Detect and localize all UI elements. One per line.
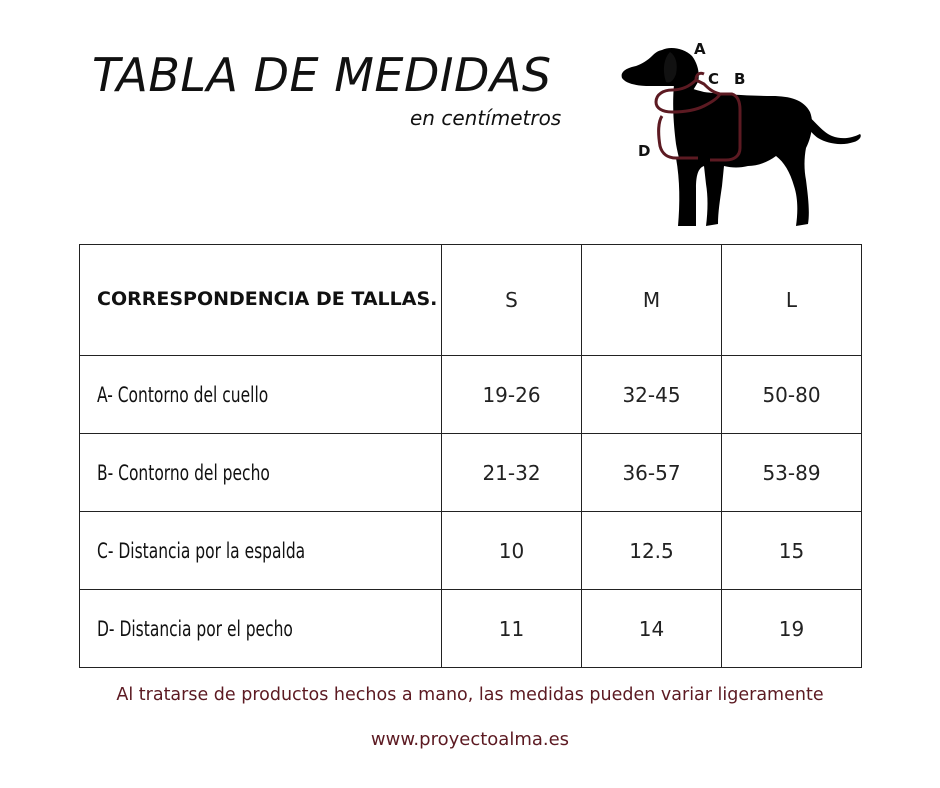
website-link[interactable]: www.proyectoalma.es <box>370 729 570 750</box>
page-title: TABLA DE MEDIDAS <box>92 48 552 102</box>
label-b: B <box>734 70 746 88</box>
table-cell: 32-45 <box>582 356 722 434</box>
handmade-disclaimer: Al tratarse de productos hechos a mano, las medidas pueden variar ligeramente <box>116 685 824 705</box>
row-label <box>80 356 442 434</box>
table-cell: 12.5 <box>582 512 722 590</box>
table-cell: 21-32 <box>442 434 582 512</box>
table-cell: 11 <box>442 590 582 668</box>
table-cell: 50-80 <box>722 356 862 434</box>
row-label-text: C- Distancia por la espalda <box>97 538 306 563</box>
row-label <box>80 434 442 512</box>
row-label-text: D- Distancia por el pecho <box>97 616 293 641</box>
label-c: C <box>708 70 720 88</box>
table-cell: 10 <box>442 512 582 590</box>
table-row <box>80 434 862 512</box>
table-header-row <box>80 245 862 356</box>
label-a: A <box>694 40 706 58</box>
table-cell: 19 <box>722 590 862 668</box>
table-cell: 36-57 <box>582 434 722 512</box>
table-cell: 53-89 <box>722 434 862 512</box>
page-subtitle: en centímetros <box>410 106 562 130</box>
table-row <box>80 512 862 590</box>
size-header-l: L <box>722 245 862 356</box>
row-label-text: A- Contorno del cuello <box>97 382 269 407</box>
size-header-s: S <box>442 245 582 356</box>
size-table <box>79 244 862 668</box>
size-header-m: M <box>582 245 722 356</box>
table-cell: 14 <box>582 590 722 668</box>
dog-measurement-diagram <box>600 36 880 236</box>
row-label <box>80 590 442 668</box>
table-header-label: CORRESPONDENCIA DE TALLAS. <box>80 245 442 356</box>
label-d: D <box>638 142 651 160</box>
table-row <box>80 356 862 434</box>
row-label <box>80 512 442 590</box>
table-cell: 19-26 <box>442 356 582 434</box>
row-label-text: B- Contorno del pecho <box>97 460 270 485</box>
table-cell: 15 <box>722 512 862 590</box>
table-row <box>80 590 862 668</box>
